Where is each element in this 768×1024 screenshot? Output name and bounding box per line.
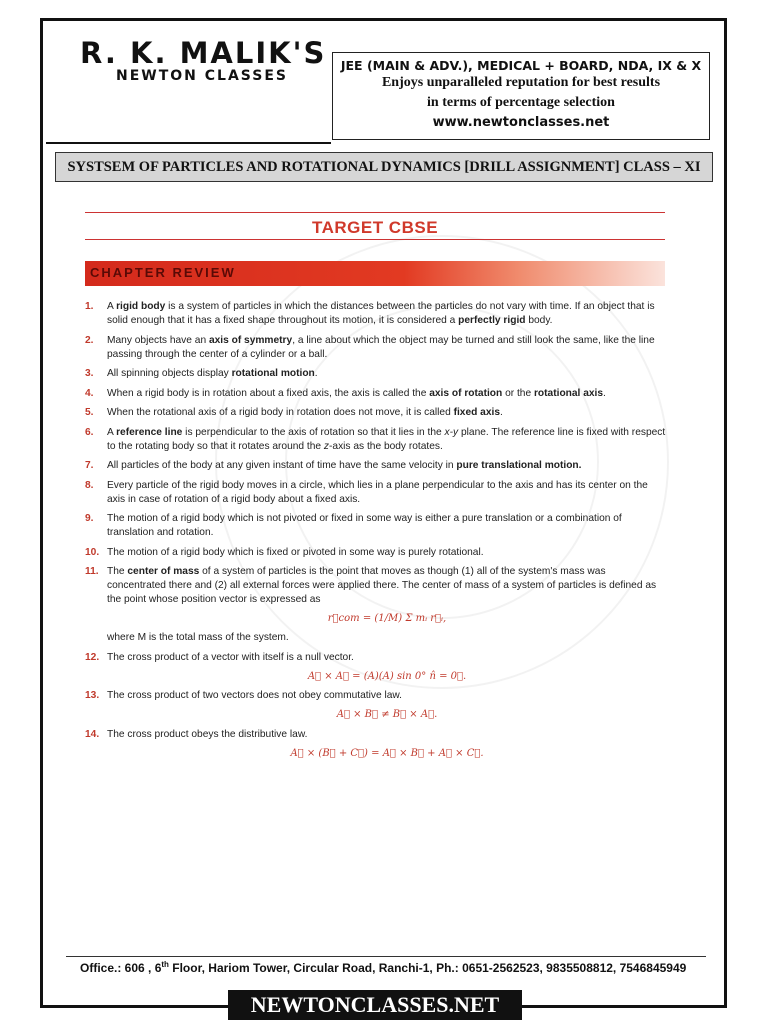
- list-item: [85, 334, 667, 362]
- list-item: [85, 565, 667, 645]
- courses-line: JEE (MAIN & ADV.), MEDICAL + BOARD, NDA, IX & X: [340, 58, 702, 73]
- list-item: [85, 459, 667, 473]
- text-fragment: Many objects have an: [107, 334, 209, 346]
- divider: [85, 212, 665, 213]
- item-text: [107, 407, 503, 418]
- text-fragment: plane. The reference line is fixed with respect to the rotating body so that it rotates around the: [107, 426, 666, 452]
- item-number: 7.: [85, 460, 94, 471]
- bold-term: center of mass: [127, 566, 200, 577]
- text-fragment: .: [314, 368, 318, 379]
- footer-divider: [66, 956, 706, 957]
- text-fragment: is a system of particles in which the distances between the particles do not vary with time. If an object that is solid enough that it has a fixed shape throughout its motion, it is considered a: [107, 301, 655, 326]
- list-item: [85, 387, 667, 401]
- text-fragment: The motion of a rigid body which is fixed or pivoted in some way is purely rotational.: [107, 546, 484, 558]
- item-text: [107, 335, 655, 360]
- text-fragment: -axis as the body rotates.: [329, 440, 443, 452]
- item-text: [107, 301, 655, 326]
- item-text: [107, 547, 484, 558]
- text-fragment: or the: [502, 387, 534, 399]
- list-item: [85, 479, 667, 507]
- header-divider: [46, 142, 331, 144]
- item-number: 3.: [85, 368, 94, 379]
- text-fragment: The cross product of a vector with itself is a null vector.: [107, 651, 354, 663]
- item-text: [107, 690, 402, 701]
- text-fragment: The: [107, 566, 128, 577]
- target-heading: [85, 212, 665, 240]
- formula: A⃗ × B⃗ ≠ B⃗ × A⃗.: [336, 709, 438, 720]
- bold-term: rotational axis: [533, 387, 604, 399]
- text-fragment: All particles of the body at any given instant of time have the same velocity in: [107, 460, 457, 471]
- list-item: [85, 426, 667, 454]
- item-number: 1.: [85, 301, 94, 312]
- address-rest: Floor, Hariom Tower, Circular Road, Ranchi-1, Ph.: 0651-2562523, 9835508812, 7546845949: [168, 961, 687, 975]
- list-item: [85, 546, 667, 560]
- text-fragment: .: [603, 387, 606, 399]
- item-number: 13.: [85, 690, 100, 701]
- text-fragment: of a system of particles is the point that moves as though (1) all of the system's mass was concentrated there and (2) all external forces were applied there. The center of mass of a system of particles is defined as the point whose position vector is expressed as: [107, 566, 657, 605]
- item-number: 4.: [85, 387, 94, 399]
- text-fragment: .: [500, 407, 503, 418]
- bold-term: perfectly rigid: [458, 315, 526, 326]
- text-fragment: The cross product of two vectors does not obey commutative law.: [107, 690, 403, 701]
- item-number: 12.: [85, 651, 100, 663]
- text-fragment: A: [107, 301, 117, 312]
- bold-term: axis of symmetry: [208, 334, 293, 346]
- item-text: [107, 427, 665, 452]
- item-number: 5.: [85, 407, 94, 418]
- formula: A⃗ × (B⃗ + C⃗) = A⃗ × B⃗ + A⃗ × C⃗.: [290, 747, 484, 759]
- text-fragment: Every particle of the rigid body moves in a circle, which lies in a plane perpendicular to the axis and has its center on the axis in case of rotation of a rigid body about a fixed axis.: [107, 479, 648, 505]
- item-note: where M is the total mass of the system.: [107, 632, 289, 643]
- text-fragment: x-y: [444, 426, 459, 438]
- text-fragment: , a line about which the object may be turned and still look the same, like the line passing through the center of a cylinder or a ball.: [107, 334, 655, 360]
- item-number: 8.: [85, 479, 94, 491]
- list-item: [85, 512, 667, 540]
- bold-term: axis of rotation: [429, 387, 503, 399]
- bold-term: reference line: [116, 426, 183, 438]
- bold-term: pure translational motion.: [456, 460, 582, 471]
- bold-term: fixed axis: [453, 407, 501, 418]
- address-superscript: th: [161, 960, 169, 969]
- item-text: [107, 368, 318, 379]
- list-item: [85, 689, 667, 722]
- text-fragment: body.: [525, 315, 553, 326]
- text-fragment: When a rigid body is in rotation about a fixed axis, the axis is called the: [107, 387, 430, 399]
- item-text: [107, 480, 648, 505]
- text-fragment: When the rotational axis of a rigid body in rotation does not move, it is called: [107, 407, 454, 418]
- reputation-line: Enjoys unparalleled reputation for best results: [381, 75, 661, 90]
- text-fragment: is perpendicular to the axis of rotation so that it lies in the: [182, 426, 445, 438]
- item-number: 11.: [85, 566, 99, 577]
- text-fragment: All spinning objects display: [107, 368, 232, 379]
- list-item: [85, 300, 667, 328]
- item-text: [107, 388, 606, 399]
- item-text: [107, 729, 307, 740]
- chapter-review-title: CHAPTER REVIEW: [90, 265, 236, 280]
- text-fragment: The motion of a rigid body which is not pivoted or fixed in some way is either a pure translation or a combination of translation and rotation.: [107, 513, 622, 538]
- list-item: [85, 367, 667, 381]
- item-text: [107, 566, 656, 605]
- bold-term: rotational motion: [231, 368, 315, 379]
- item-text: [107, 460, 581, 471]
- footer-website-banner[interactable]: NEWTONCLASSES.NET: [228, 990, 522, 1020]
- brand-title: R. K. MALIK'S: [80, 36, 327, 70]
- item-text: [107, 652, 354, 663]
- item-number: 14.: [85, 728, 100, 740]
- address-start: Office.: 606 , 6: [80, 961, 162, 975]
- list-item: [85, 728, 667, 761]
- item-number: 9.: [85, 513, 94, 524]
- office-address: [80, 960, 700, 975]
- formula: r⃗com = (1/M) Σ mᵢ r⃗ᵢ,: [327, 613, 447, 624]
- text-fragment: The cross product obeys the distributive law.: [107, 728, 308, 740]
- divider: [85, 239, 665, 240]
- item-text: [107, 513, 622, 538]
- brand-subtitle: NEWTON CLASSES: [116, 68, 288, 84]
- text-fragment: A: [107, 426, 117, 438]
- info-box: [332, 52, 710, 140]
- bold-term: rigid body: [116, 301, 166, 312]
- item-number: 10.: [85, 546, 100, 558]
- target-title: TARGET CBSE: [311, 218, 439, 237]
- text-fragment: z: [323, 440, 330, 452]
- website-link[interactable]: www.newtonclasses.net: [432, 115, 610, 130]
- brand-logo: [80, 36, 330, 96]
- selection-line: in terms of percentage selection: [427, 95, 615, 110]
- formula: A⃗ × A⃗ = (A)(A) sin 0° n̂ = 0⃗.: [307, 670, 467, 682]
- item-number: 2.: [85, 334, 94, 346]
- list-item: [85, 651, 667, 684]
- assignment-title: SYSTSEM OF PARTICLES AND ROTATIONAL DYNAMICS [DRILL ASSIGNMENT] CLASS – XI: [55, 152, 713, 182]
- item-number: 6.: [85, 426, 94, 438]
- chapter-review-banner: [85, 261, 665, 286]
- review-list: [85, 300, 667, 766]
- list-item: [85, 406, 667, 420]
